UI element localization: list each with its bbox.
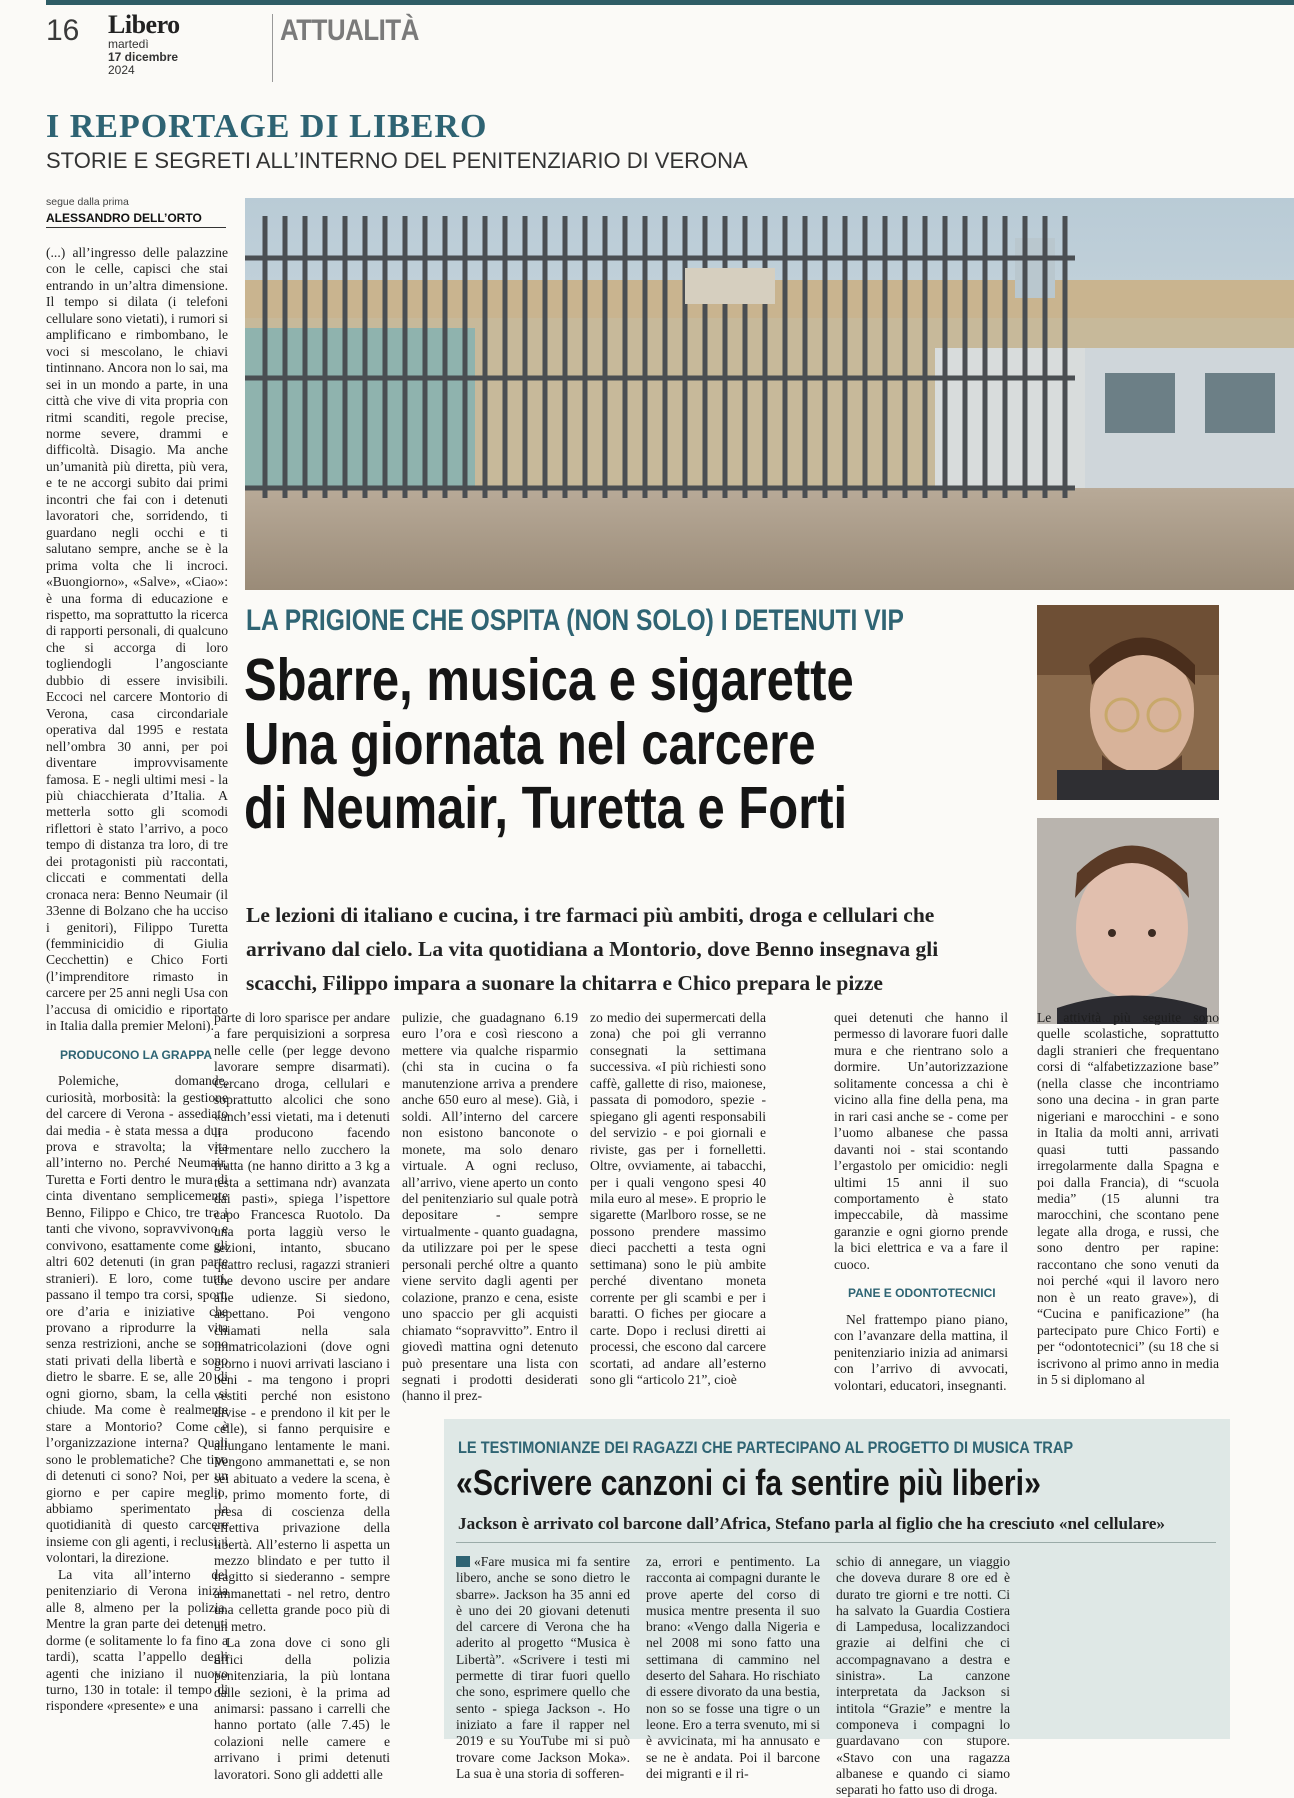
- reportage-subtitle: STORIE E SEGRETI ALL’INTERNO DEL PENITENZIARIO DI VERONA: [46, 148, 748, 173]
- article-deck: Le lezioni di italiano e cucina, i tre farmaci più ambiti, droga e cellulari che arrivano dal cielo. La vita quotidiana a Montorio, dove Benno insegnava gli scacchi, Filippo impara a suonare la chitarra e Chico prepara le pizze: [246, 903, 939, 995]
- newspaper-logo: Libero: [108, 10, 180, 39]
- portrait-photo-1: [1037, 605, 1219, 800]
- article-paragraph: La vita all’interno del penitenziario di Verona inizia alle 8, almeno per la polizia. Mentre la gran parte dei detenuti dorme (e solitamente lo fa fino a tardi), scatta l’appello degli agenti che iniziano il nuovo turno, 130 in totale: il tempo di rispondere «presente» e una: [46, 1566, 228, 1714]
- sidebar-paragraph: schio di annegare, un viaggio che doveva durare 8 ore ed è durato tre giorni e tre notti. Ci ha salvato la Guardia Costiera di Lampedusa, localizzandoci grazie ai delfini che ci accompagnavano a destra e sinistra». La canzone interpretata da Jackson si intitola “Grazie” e mentre la componeva i compagni lo guardavano con stupore. «Stavo con una ragazza albanese e quando ci siamo separati ho fatto uso di droga.: [836, 1554, 1010, 1798]
- headline-line-3: di Neumair, Turetta e Forti: [244, 775, 848, 841]
- issue-date: 17 dicembre: [108, 50, 179, 64]
- sidebar-column-1: [456, 1554, 630, 1782]
- section-title: ATTUALITÀ: [280, 14, 419, 47]
- continued-from-label: segue dalla prima: [46, 196, 129, 208]
- sidebar-paragraph: za, errori e pentimento. La racconta ai compagni durante le prove aperte del corso di musica mentre presenta il suo brano: «Vengo dalla Nigeria e nel 2008 mi sono fatto una settimana di cammino nel deserto del Sahara. Ho rischiato di essere divorato da una bestia, non so se fosse una tigre o un leone. Ero a terra svenuto, mi si è avvicinata, mi ha annusato e se ne è andata. Poi il barcone dei migranti e il ri-: [646, 1554, 820, 1781]
- page-header: [46, 10, 1294, 86]
- sidebar-rule: [456, 1542, 1216, 1543]
- sidebar-paragraph: «Fare musica mi fa sentire libero, anche se sono dietro le sbarre». Jackson ha 35 anni ed è uno dei 20 giovani detenuti del carcere di Verona che ha aderito al progetto “Musica è Libertà”. «Scrivere i testi mi permette di tirar fuori quello che sono, esprimere quello che sento - spiega Jackson -. Ho iniziato a fare il rapper nel 2019 e su YouTube mi si può trovare come Jackson Moka». La sua è una storia di sofferen-: [456, 1554, 630, 1781]
- sidebar-column-2: [646, 1554, 820, 1782]
- sidebar-headline: «Scrivere canzoni ci fa sentire più liberi»: [456, 1462, 1041, 1503]
- paragraph-marker-icon: [456, 1556, 470, 1567]
- sidebar-kicker: LE TESTIMONIANZE DEI RAGAZZI CHE PARTECIPANO AL PROGETTO DI MUSICA TRAP: [458, 1438, 1074, 1457]
- article-column-3: [402, 1010, 578, 1405]
- article-paragraph: zo medio dei supermercati della zona) che poi gli verranno consegnati la settimana successiva. «I più richiesti sono caffè, gallette di riso, maionese, passata di pomodoro, spezie - spiegano gli agenti responsabili del servizio - e poi giornali e riviste, gas per i fornelletti. Oltre, ovviamente, ai tabacchi, per i quali vengono spesi 40 mila euro al mese». E proprio le sigarette (Marlboro rosse, se ne possono prendere massimo dieci pacchetti a testa ogni settimana) sono le più ambite perché diventano moneta corrente per gli scambi e per i baratti. O fiches per giocare a carte. Dopo i reclusi diretti ai processi, che escono dal carcere scortati, ad andare all’esterno sono gli “articolo 21”, cioè: [590, 1010, 766, 1387]
- sidebar-deck: Jackson è arrivato col barcone dall’Africa, Stefano parla al figlio che ha cresciuto «nel cellulare»: [458, 1514, 1165, 1533]
- article-paragraph: Polemiche, domande, curiosità, morbosità: la gestione del carcere di Verona - assediato dai media - è stata messa a dura prova e stravolta; la vita all’interno no. Perché Neumair, Turetta e Forti dentro le mura di cinta diventano semplicemente Benno, Filippo e Chico, tre tra i tanti che vivono, sopravvivono e convivono, esattamente come gli altri 602 detenuti (in gran parte stranieri). E loro, come tutti, passano il tempo tra corsi, sport, ore d’aria e iniziative che provano a riprodurre la vita senza restrizioni, anche se sono stati privati della libertà e sono dietro le sbarre. E se, alle 20 di ogni giorno, sbam, la cella si chiude. Ma come è realmente stare a Montorio? Come è l’organizzazione interna? Quali sono le problematiche? Che tipo di detenuti ci sono? Noi, per un giorno e per capire meglio, abbiamo sperimentato la quotidianità di questo carcere insieme con gli agenti, i reclusi, i volontari, la direzione.: [46, 1073, 228, 1566]
- article-column-1: [46, 245, 228, 1715]
- article-column-5: [834, 1010, 1008, 1394]
- page-number: 16: [46, 14, 80, 47]
- reportage-title: I REPORTAGE DI LIBERO: [46, 108, 488, 145]
- article-paragraph: pulizie, che guadagnano 6.19 euro l’ora e così riescono a mettere via qualche risparmio (chi sta in cucina o fa manutenzione arriva a prendere anche 650 euro al mese). Già, i soldi. All’interno del carcere non esistono banconote o monete, ma solo denaro virtuale. A ogni recluso, all’arrivo, viene aperto un conto del penitenziario sul quale potrà depositare - sempre virtualmente - quanto guadagna, da utilizzare poi per le spese personali perché oltre a quanto viene servito dagli agenti per colazione, pranzo e cena, esiste uno spaccio per gli acquisti chiamato “sopravvitto”. Entro il giovedì mattina ogni detenuto può presentare una lista con segnati i prodotti desiderati (hanno il prez-: [402, 1010, 578, 1404]
- article-headline: [244, 648, 991, 840]
- article-column-2: [214, 1010, 390, 1783]
- prison-gate-photo: [245, 198, 1294, 590]
- masthead: [108, 12, 180, 77]
- article-paragraph: Nel frattempo piano piano, con l’avanzare della mattina, il penitenziario inizia ad animarsi con l’arrivo di avvocati, volontari, educatori, insegnanti.: [834, 1311, 1008, 1393]
- top-rule: [46, 0, 1294, 5]
- subhead-pane-e-odontotecnici: PANE E ODONTOTECNICI: [848, 1286, 996, 1301]
- byline-rule: [46, 227, 226, 228]
- article-paragraph: Le attività più seguite sono quelle scolastiche, soprattutto dagli stranieri che frequentano corsi di “alfabetizzazione base” (nella classe che incontriamo sono una decina - in gran parte nigeriani e marocchini - e sono in Italia da molti anni, arrivati quasi tutti passando irregolarmente dalla Spagna e poi dalla Francia), di “scuola media” (15 alunni tra marocchini, che scontano pene legate alla droga, e russi, che sono dentro per rapine: raccontano che sono venuti da noi perché «qui il lavoro nero non è un reato grave»), di “Cucina e panificazione” (ha partecipato pure Chico Forti) e per “odontotecnici” (su 18 che si iscrivono al primo anno in media in 5 si diplomano al: [1037, 1010, 1219, 1387]
- article-column-6: [1037, 1010, 1219, 1388]
- header-divider: [272, 14, 273, 82]
- issue-year: 2024: [108, 63, 135, 77]
- issue-day: martedì: [108, 37, 149, 51]
- sidebar-column-3: [836, 1554, 1010, 1798]
- article-paragraph: quei detenuti che hanno il permesso di lavorare fuori dalle mura e che rientrano solo a dormire. Un’autorizzazione solitamente concessa a chi è vicino alla fine della pena, ma in rari casi anche se - come per l’uomo albanese che passa davanti noi - stai scontando l’ergastolo per omicidio: negli ultimi 15 anni il suo comportamento è stato impeccabile, dà massime garanzie e ogni giorno prende la bici elettrica e va a fare il cuoco.: [834, 1010, 1008, 1272]
- article-paragraph: (...) all’ingresso delle palazzine con le celle, capisci che stai entrando in un’altra dimensione. Il tempo si dilata (i telefoni cellulare sono vietati), i rumori si amplificano e rimbombano, le voci si mescolano, le chiavi tintinnano. Ancora non lo sai, ma sei in un mondo a parte, in una città che vive di vita propria con ritmi scanditi, regole precise, norme severe, drammi e difficoltà. Disagio. Ma anche un’umanità più diretta, più vera, e te ne accorgi subito dai primi incontri che fai con i detenuti lavoratori che, sorridendo, ti guardano negli occhi e ti salutano sempre, anche se è la prima volta che li incroci. «Buongiorno», «Salve», «Ciao»: è una forma di educazione e rispetto, ma soprattutto la ricerca di rapporti personali, di qualcuno che si accorga di loro togliendogli l’angosciante dubbio di essere invisibili. Eccoci nel carcere Montorio di Verona, casa circondariale operativa dal 1995 e restata nell’ombra 30 anni, per poi diventare improvvisamente famosa. E - negli ultimi mesi - la più chiacchierata d’Italia. A metterla sotto gli scomodi riflettori è stato l’arrivo, a poco tempo di distanza tra loro, di tre dei protagonisti più raccontati, cliccati e commentati della cronaca nera: Benno Neumair (il 33enne di Bolzano che ha ucciso i genitori), Filippo Turetta (femminicidio di Giulia Cecchettin) e Chico Forti (l’imprenditore rimasto in carcere per 25 anni negli Usa con l’accusa di omicidio e riportato in Italia dalla premier Meloni).: [46, 245, 228, 1034]
- portrait-photo-2: [1037, 818, 1219, 1024]
- article-kicker: LA PRIGIONE CHE OSPITA (NON SOLO) I DETENUTI VIP: [246, 604, 904, 637]
- headline-line-2: Una giornata nel carcere: [244, 711, 816, 777]
- author-byline: ALESSANDRO DELL’ORTO: [46, 211, 202, 225]
- article-column-4: [590, 1010, 766, 1388]
- subhead-producono-la-grappa: PRODUCONO LA GRAPPA: [60, 1047, 213, 1062]
- article-paragraph: La zona dove ci sono gli uffici della polizia penitenziaria, la più lontana dalle sezioni, è la prima ad animarsi: passano i carrelli che hanno portato (alle 7.45) le colazioni nelle camere e arrivano i primi detenuti lavoratori. Sono gli addetti alle: [214, 1635, 390, 1782]
- article-paragraph: parte di loro sparisce per andare a fare perquisizioni a sorpresa nelle celle (per legge devono lavorare sempre disarmati). Cercano droga, cellulari e soprattutto alcolici che sono «anch’essi vietati, ma i detenuti li producono facendo fermentare nello zucchero la frutta (ne hanno diritto a 3 kg a testa a settimana ndr) avanzata dai pasti», spiega l’ispettore capo Francesca Ruotolo. Da una porta laggiù verso le sezioni, intanto, sbucano quattro reclusi, ragazzi stranieri che devono uscire per andare alle udienze. Si siedono, aspettano. Poi vengono chiamati nella sala immatricolazioni (dove ogni giorno i nuovi arrivati lasciano i beni - ma tengono i propri vestiti perché non esistono divise - e prendono il kit per le celle), si fanno perquisire e allungano lentamente le mani. Vengono ammanettati e, se non sei abituato a vedere la scena, è il primo momento forte, di presa di coscienza della effettiva privazione della libertà. All’esterno li aspetta un mezzo blindato e per tutto il tragitto si siederanno - sempre ammanettati - nel retro, dentro una celletta grande poco più di un metro.: [214, 1010, 390, 1634]
- headline-line-1: Sbarre, musica e sigarette: [244, 647, 854, 713]
